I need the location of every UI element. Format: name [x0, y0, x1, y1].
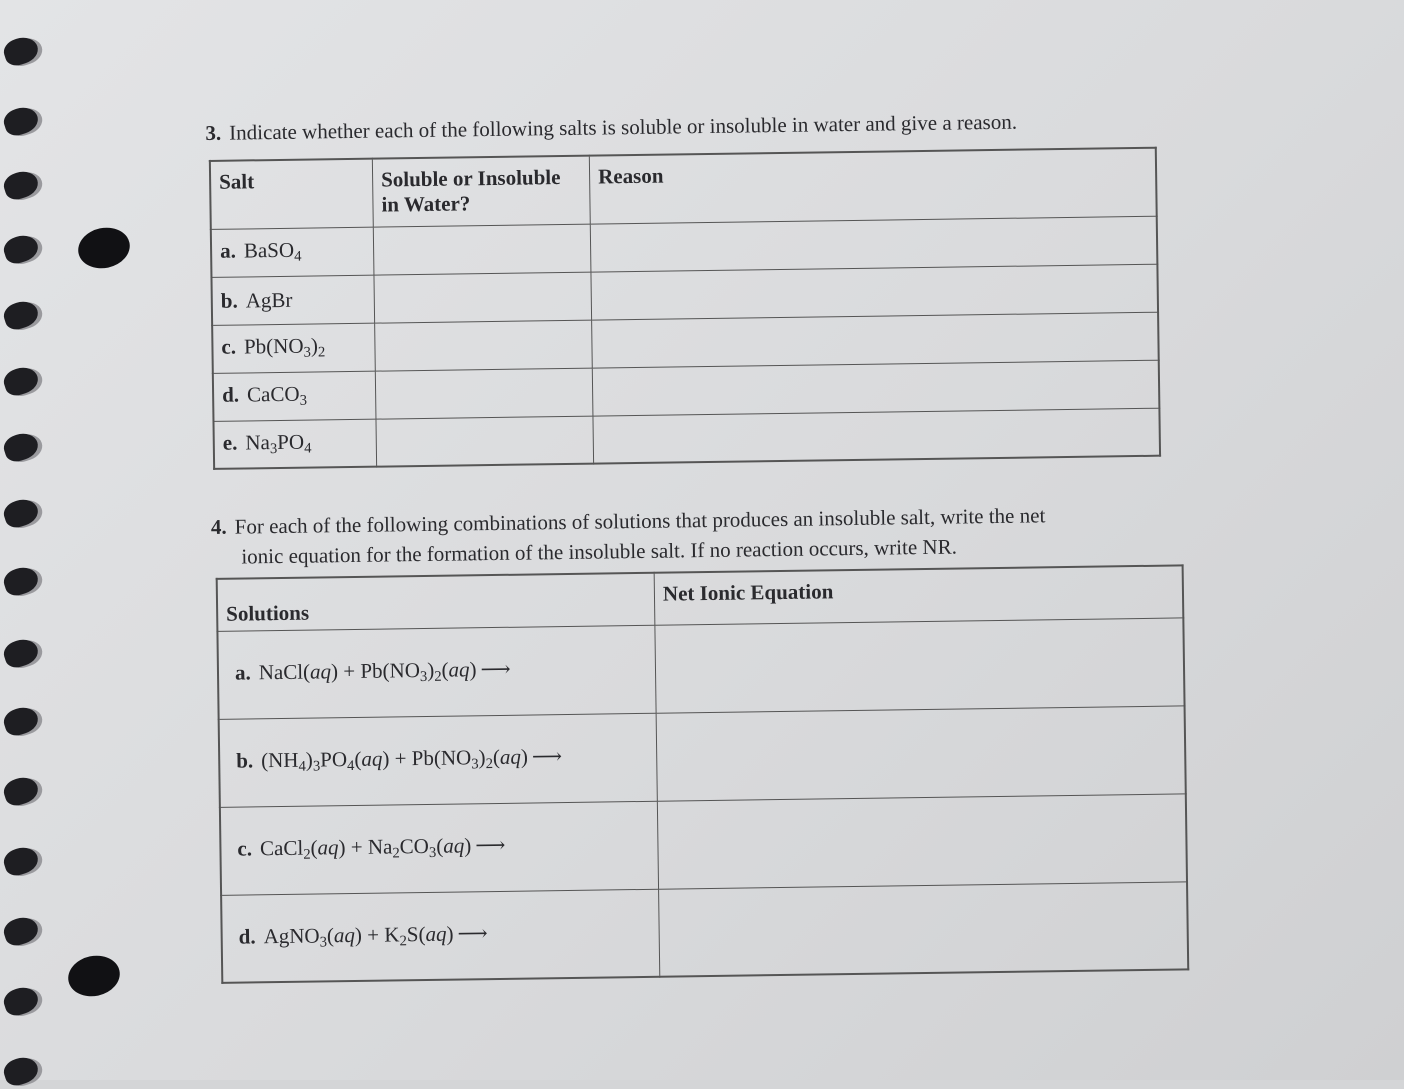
header-salt: Salt — [210, 159, 373, 229]
spiral-hole — [1, 913, 41, 948]
spiral-hole — [1, 703, 41, 738]
row-label: c. — [221, 334, 237, 359]
table-row — [219, 705, 1186, 806]
solubility-answer-cell[interactable] — [373, 224, 591, 275]
solutions-cell — [220, 801, 659, 895]
solubility-answer-cell[interactable] — [375, 320, 593, 371]
spiral-binding — [0, 0, 60, 1080]
reactants-equation: $(NH_4)_3PO_4(aq) + Pb(NO_3)_2(aq)$ — [260, 744, 529, 775]
salt-solubility-table — [209, 147, 1161, 470]
salt-formula: $Pb(NO_3)_2$ — [243, 333, 326, 361]
table-row — [221, 881, 1188, 982]
spiral-hole — [1, 773, 41, 808]
header-reason: Reason — [589, 148, 1156, 224]
question-4 — [211, 498, 1212, 572]
salt-cell — [213, 419, 376, 469]
row-label: d. — [221, 382, 240, 407]
worksheet-content — [205, 86, 1217, 1000]
solubility-answer-cell[interactable] — [374, 272, 592, 323]
reactants-equation: CaCl$_2$(aq) + $Na_2CO_3(aq)$ — [259, 833, 472, 863]
row-label: c. — [237, 836, 253, 861]
net-ionic-answer-cell[interactable] — [659, 881, 1189, 976]
punch-hole — [74, 223, 133, 273]
spiral-hole — [1, 363, 41, 398]
solutions-cell — [217, 625, 656, 719]
reaction-arrow-icon: ⟶ — [457, 920, 488, 946]
reaction-arrow-icon: ⟶ — [475, 832, 506, 858]
salt-cell — [211, 227, 374, 277]
salt-formula: AgBr — [245, 287, 293, 312]
net-ionic-answer-cell[interactable] — [656, 705, 1186, 800]
salt-cell — [212, 323, 375, 373]
row-label: a. — [234, 660, 251, 685]
spiral-hole — [1, 563, 41, 598]
header-soluble: Soluble or Insoluble in Water? — [372, 156, 590, 227]
reactants-equation: AgNO$_3$(aq) + $K_2S(aq)$ — [263, 921, 454, 951]
table-row — [220, 793, 1187, 894]
salt-formula: $Na_3PO_4$ — [245, 429, 312, 457]
reason-answer-cell[interactable] — [593, 408, 1160, 464]
net-ionic-table — [216, 564, 1190, 983]
reactants-equation: NaCl(aq) + $Pb(NO_3)_2(aq)$ — [258, 657, 477, 686]
solutions-cell — [219, 713, 658, 807]
question-number: 3. — [205, 120, 222, 145]
question-prompt-line-2: ionic equation for the formation of the insoluble salt. If no reaction occurs, write NR. — [241, 534, 958, 569]
reaction-arrow-icon: ⟶ — [480, 656, 511, 682]
reason-answer-cell[interactable] — [590, 216, 1157, 272]
row-label: e. — [222, 430, 238, 455]
header-equation: Net Ionic Equation — [654, 565, 1183, 624]
spiral-hole — [1, 1053, 41, 1088]
solubility-answer-cell[interactable] — [376, 416, 594, 467]
solutions-cell — [221, 889, 660, 983]
punch-hole — [64, 951, 123, 1001]
row-label: a. — [219, 238, 237, 263]
salt-cell — [213, 371, 376, 421]
row-label: d. — [238, 924, 256, 949]
question-prompt: Indicate whether each of the following salts is soluble or insoluble in water and give a reason. — [229, 109, 1018, 145]
salt-cell — [211, 275, 374, 325]
salt-formula: CaCO$_3$ — [246, 381, 308, 409]
table-row — [217, 617, 1184, 718]
solubility-answer-cell[interactable] — [375, 368, 593, 419]
header-solutions: Solutions — [217, 573, 655, 631]
row-label: b. — [220, 288, 238, 313]
spiral-hole — [1, 495, 41, 530]
spiral-hole — [1, 297, 41, 332]
reason-answer-cell[interactable] — [592, 360, 1159, 416]
spiral-hole — [1, 429, 41, 464]
spiral-hole — [1, 231, 41, 266]
spiral-hole — [1, 33, 41, 68]
spiral-hole — [1, 103, 41, 138]
question-number: 4. — [210, 514, 227, 539]
question-3 — [205, 104, 1205, 148]
spiral-hole — [1, 167, 41, 202]
spiral-hole — [1, 843, 41, 878]
question-prompt-line-1: For each of the following combinations of solutions that produces an insoluble salt, write the net — [234, 503, 1046, 539]
spiral-hole — [1, 635, 41, 670]
net-ionic-answer-cell[interactable] — [657, 793, 1187, 888]
net-ionic-answer-cell[interactable] — [655, 617, 1185, 712]
row-label: b. — [236, 748, 254, 773]
reason-answer-cell[interactable] — [592, 312, 1159, 368]
spiral-hole — [1, 983, 41, 1018]
reaction-arrow-icon: ⟶ — [531, 744, 563, 769]
reason-answer-cell[interactable] — [591, 264, 1158, 320]
salt-formula: BaSO$_4$ — [243, 237, 302, 265]
